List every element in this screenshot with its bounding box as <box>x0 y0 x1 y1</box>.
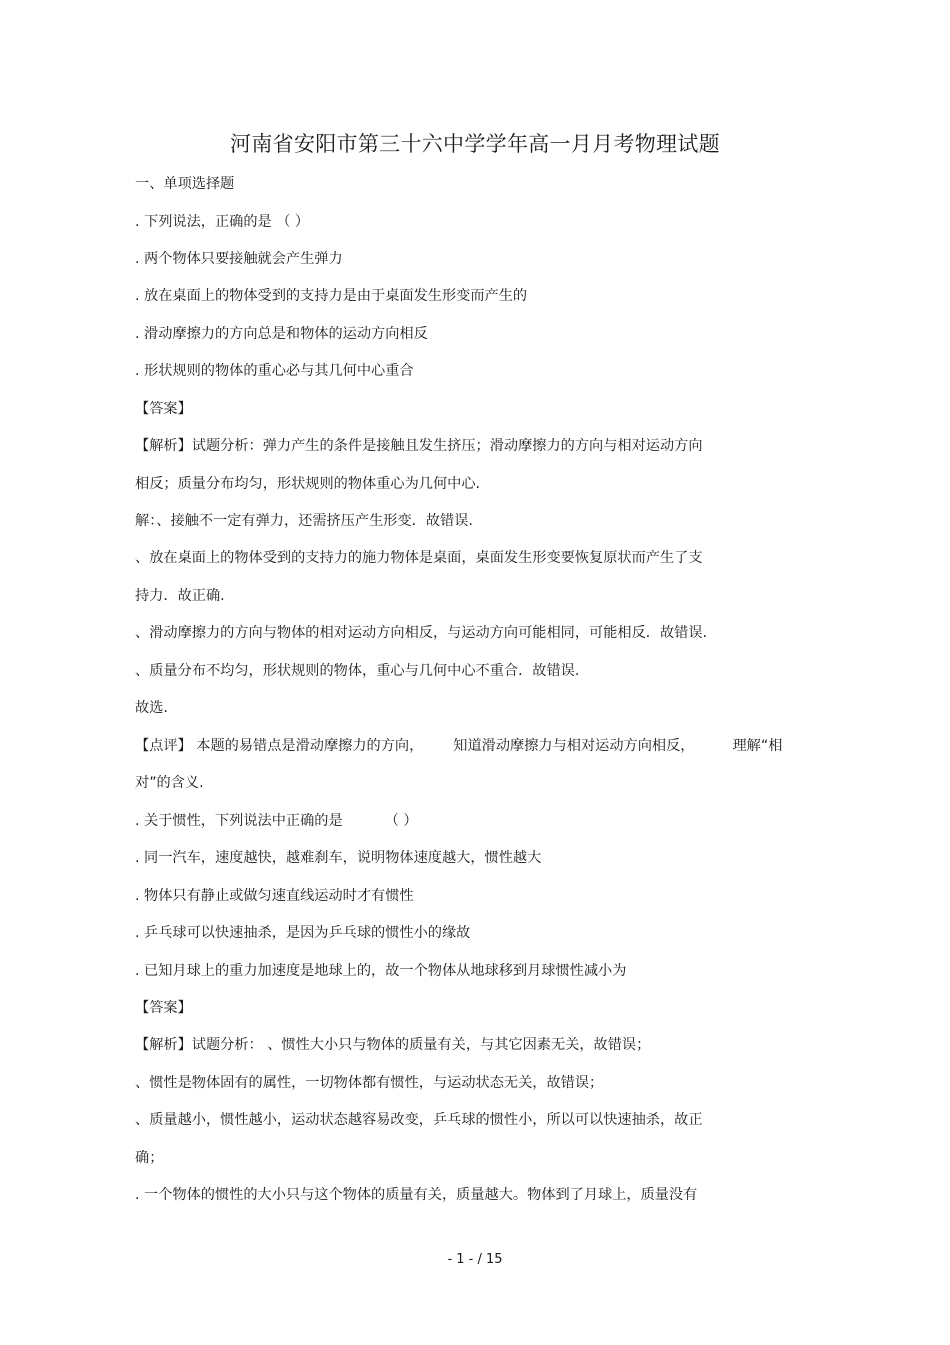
question-2-answer-label: 【答案】 <box>135 1000 192 1016</box>
question-1-option-a: . 两个物体只要接触就会产生弹力 <box>135 251 343 267</box>
stem-brackets: （ ） <box>384 813 418 829</box>
question-1-analysis-line: 、滑动摩擦力的方向与物体的相对运动方向相反，与运动方向可能相同，可能相反．故错误. <box>135 625 708 641</box>
stem-text: . 关于惯性，下列说法中正确的是 <box>135 813 343 829</box>
question-1-comment-cont: 对”的含义. <box>135 775 204 791</box>
question-2-analysis-line: 、质量越小，惯性越小，运动状态越容易改变，乒乓球的惯性小，所以可以快速抽杀，故正 <box>135 1112 703 1128</box>
question-1-stem: . 下列说法，正确的是 （ ） <box>135 214 310 230</box>
question-1-analysis-line: 持力．故正确. <box>135 588 225 604</box>
question-1-analysis-line: 故选. <box>135 700 168 716</box>
question-1-analysis-line: 、放在桌面上的物体受到的支持力的施力物体是桌面，桌面发生形变要恢复原状而产生了支 <box>135 550 703 566</box>
question-2-option-a: . 同一汽车，速度越快，越难刹车，说明物体速度越大，惯性越大 <box>135 850 542 866</box>
comment-part: 【点评】 本题的易错点是滑动摩擦力的方向， <box>135 738 424 754</box>
comment-part: 知道滑动摩擦力与相对运动方向相反， <box>453 738 695 754</box>
question-1-comment <box>135 736 782 756</box>
question-1-analysis-line: 【解析】试题分析：弹力产生的条件是接触且发生挤压；滑动摩擦力的方向与相对运动方向 <box>135 438 703 454</box>
question-1-analysis-line: 、质量分布不均匀，形状规则的物体，重心与几何中心不重合．故错误. <box>135 663 580 679</box>
question-2-analysis-line: . 一个物体的惯性的大小只与这个物体的质量有关，质量越大。物体到了月球上，质量没有 <box>135 1187 698 1203</box>
page-number: - 1 - / 15 <box>447 1252 503 1267</box>
question-1-analysis-line: 相反；质量分布均匀，形状规则的物体重心为几何中心. <box>135 476 481 492</box>
section-heading: 一、单项选择题 <box>135 176 235 192</box>
question-1-analysis-line: 解：、接触不一定有弹力，还需挤压产生形变．故错误. <box>135 513 473 529</box>
question-2-option-c: . 乒乓球可以快速抽杀，是因为乒乓球的惯性小的缘故 <box>135 925 471 941</box>
comment-part: 理解“相 <box>732 738 783 754</box>
question-1-option-c: . 滑动摩擦力的方向总是和物体的运动方向相反 <box>135 326 428 342</box>
document-title: 河南省安阳市第三十六中学学年高一月月考物理试题 <box>230 132 720 156</box>
question-2-analysis-line: 【解析】试题分析： 、惯性大小只与物体的质量有关，与其它因素无关，故错误； <box>135 1037 651 1053</box>
question-2-analysis-line: 确； <box>135 1150 164 1166</box>
question-2-stem <box>135 811 418 831</box>
question-1-option-d: . 形状规则的物体的重心必与其几何中心重合 <box>135 363 414 379</box>
question-2-analysis-line: 、惯性是物体固有的属性，一切物体都有惯性，与运动状态无关，故错误； <box>135 1075 604 1091</box>
question-1-answer-label: 【答案】 <box>135 401 192 417</box>
question-2-option-d: . 已知月球上的重力加速度是地球上的，故一个物体从地球移到月球惯性减小为 <box>135 963 627 979</box>
question-2-option-b: . 物体只有静止或做匀速直线运动时才有惯性 <box>135 888 414 904</box>
question-1-option-b: . 放在桌面上的物体受到的支持力是由于桌面发生形变而产生的 <box>135 288 528 304</box>
